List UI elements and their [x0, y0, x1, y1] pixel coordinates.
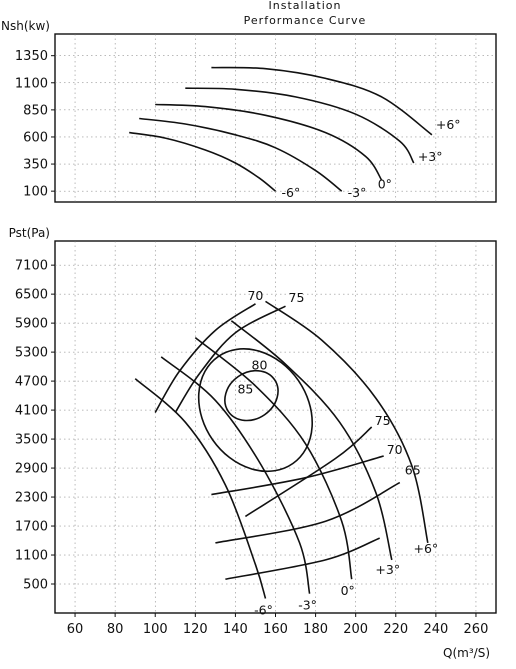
- pressure-y-tick-label: 1700: [14, 519, 48, 535]
- flow-x-tick-label: 220: [383, 622, 409, 637]
- power-y-tick-label: 350: [23, 157, 48, 173]
- efficiency-label: 70: [247, 287, 264, 303]
- pressure-y-ticks: [15, 259, 55, 593]
- power-curve: [155, 105, 382, 181]
- chart-title-line2: Performance Curve: [243, 14, 367, 27]
- pressure-y-tick-label: 5900: [14, 316, 48, 332]
- pressure-y-tick-label: 5300: [14, 345, 48, 361]
- flow-x-tick-label: 100: [142, 622, 168, 637]
- power-curve: [211, 68, 432, 135]
- contour-label: 85: [237, 381, 254, 397]
- blade-angle-label: +3°: [375, 561, 401, 577]
- flow-x-tick-label: 180: [303, 622, 329, 637]
- efficiency-contour: [175, 327, 335, 494]
- efficiency-label: 75: [288, 290, 305, 306]
- pressure-y-tick-label: 3500: [14, 432, 48, 448]
- pressure-y-tick-label: 2300: [14, 490, 48, 506]
- power-y-tick-label: 600: [23, 130, 48, 146]
- flow-x-tick-label: 60: [66, 622, 84, 637]
- efficiency-contours: [175, 327, 335, 494]
- pressure-y-tick-label: 7100: [14, 258, 48, 274]
- power-curve-label: -3°: [347, 185, 367, 201]
- flow-x-tick-label: 120: [182, 622, 208, 637]
- power-curve-label: 0°: [377, 176, 392, 192]
- pressure-y-tick-label: 1100: [14, 548, 48, 564]
- efficiency-curve: [211, 456, 383, 495]
- efficiency-curve: [175, 306, 285, 412]
- efficiency-label: 65: [404, 462, 421, 478]
- blade-angle-label: -3°: [298, 597, 317, 613]
- pressure-y-tick-label: 2900: [14, 461, 48, 477]
- flow-x-ticks: [67, 613, 489, 637]
- power-y-tick-label: 1350: [14, 49, 48, 65]
- flow-x-tick-label: 200: [343, 622, 369, 637]
- power-curve: [185, 88, 413, 163]
- flow-x-tick-label: 140: [222, 622, 248, 637]
- flow-axis-label: Q(m³/S): [443, 646, 490, 660]
- pressure-y-tick-label: 4100: [14, 403, 48, 419]
- pressure-y-tick-label: 6500: [14, 287, 48, 303]
- power-y-tick-label: 1100: [14, 76, 48, 92]
- flow-x-tick-label: 160: [263, 622, 288, 637]
- pressure-grid: [55, 241, 496, 613]
- power-y-tick-label: 100: [23, 184, 48, 200]
- power-y-tick-label: 850: [23, 103, 48, 119]
- flow-x-tick-label: 80: [106, 622, 124, 637]
- blade-angle-label: +6°: [413, 540, 439, 556]
- flow-x-tick-label: 240: [423, 622, 449, 637]
- flow-x-tick-label: 260: [463, 622, 489, 637]
- pressure-y-tick-label: 4700: [14, 374, 48, 390]
- power-curve-label: +6°: [435, 116, 461, 132]
- power-curve-label: -6°: [281, 185, 301, 201]
- efficiency-curve: [215, 483, 399, 543]
- efficiency-label: 70: [386, 441, 403, 457]
- pressure-axis-label: Pst(Pa): [8, 226, 50, 240]
- power-y-ticks: [15, 49, 55, 199]
- power-curve: [139, 119, 342, 192]
- power-panel: [1, 19, 496, 202]
- pressure-panel: [9, 226, 496, 660]
- efficiency-label: 75: [374, 413, 391, 428]
- contour-label: 80: [251, 357, 268, 373]
- power-curve: [129, 133, 275, 192]
- power-curves: [129, 68, 460, 201]
- blade-angle-label: -6°: [254, 602, 273, 618]
- pressure-y-tick-label: 500: [23, 577, 48, 593]
- chart-title-line1: Installation: [268, 0, 342, 12]
- power-axis-label: Nsh(kw): [1, 19, 50, 33]
- blade-angle-label: 0°: [340, 583, 355, 599]
- blade-angle-line: [231, 321, 391, 560]
- power-curve-label: +3°: [417, 148, 443, 164]
- blade-angle-lines: [135, 301, 438, 617]
